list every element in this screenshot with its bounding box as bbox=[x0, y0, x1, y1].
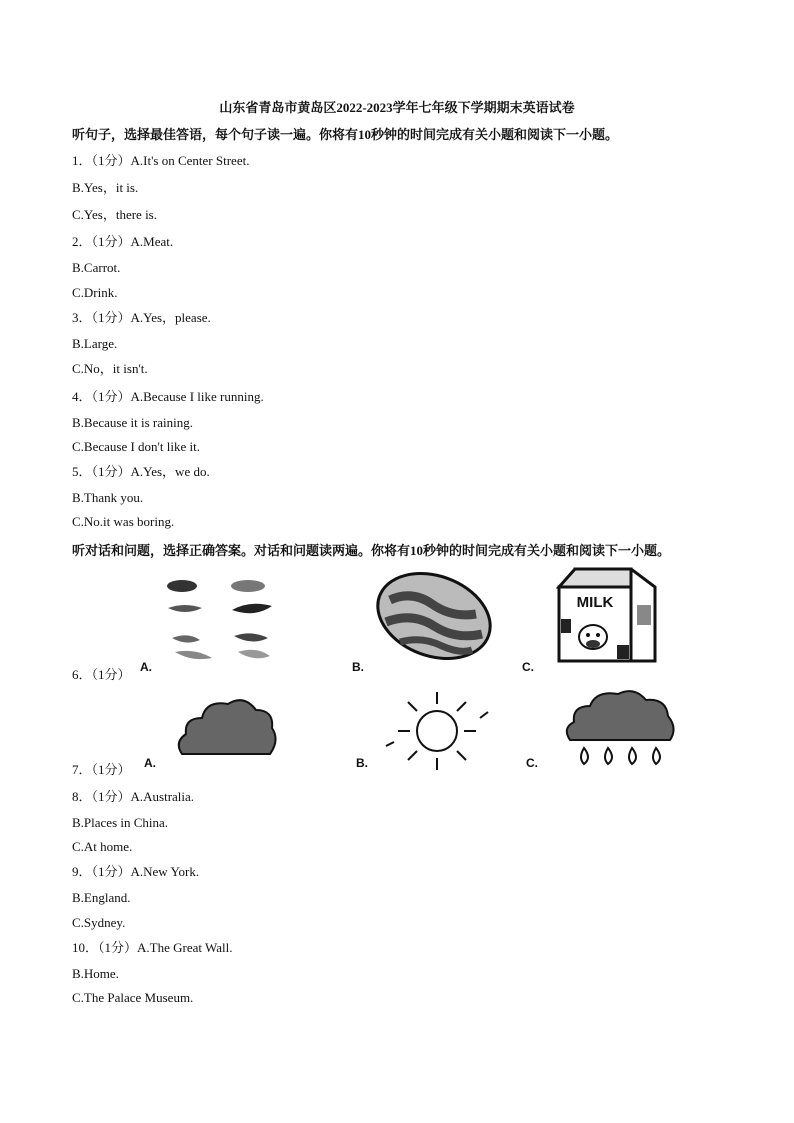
cloudy-image bbox=[172, 692, 280, 762]
section-1-instructions: 听句子，选择最佳答语，每个句子读一遍。你将有10秒钟的时间完成有关小题和阅读下一小题。 bbox=[72, 127, 619, 142]
option-5c: C.No.it was boring. bbox=[72, 514, 175, 529]
milk-carton-image bbox=[555, 565, 663, 665]
option-4c: C.Because I don't like it. bbox=[72, 439, 200, 454]
question-4: 4．（1分）A.Because I like running. bbox=[72, 389, 264, 404]
option-2c: C.Drink. bbox=[72, 285, 118, 300]
option-8c: C.At home. bbox=[72, 839, 133, 854]
question-5: 5．（1分）A.Yes，we do. bbox=[72, 464, 210, 479]
question-6: 6．（1分） bbox=[72, 667, 131, 682]
rainy-image bbox=[562, 688, 680, 768]
option-8b: B.Places in China. bbox=[72, 815, 169, 830]
option-9c: C.Sydney. bbox=[72, 915, 126, 930]
option-10b: B.Home. bbox=[72, 966, 119, 981]
question-1: 1．（1分）A.It's on Center Street. bbox=[72, 153, 250, 168]
milk-label: MILK bbox=[576, 594, 614, 611]
bread-image bbox=[372, 570, 497, 662]
option-1b: B.Yes，it is. bbox=[72, 180, 139, 195]
option-2b: B.Carrot. bbox=[72, 260, 121, 275]
question-8: 8．（1分）A.Australia. bbox=[72, 789, 195, 804]
question-2: 2．（1分）A.Meat. bbox=[72, 234, 174, 249]
question-7: 7．（1分） bbox=[72, 762, 131, 777]
option-7c-label: C. bbox=[526, 756, 538, 770]
option-6c-label: C. bbox=[522, 660, 534, 674]
option-1c: C.Yes，there is. bbox=[72, 207, 157, 222]
option-7a-label: A. bbox=[144, 756, 156, 770]
option-5b: B.Thank you. bbox=[72, 490, 144, 505]
question-10: 10．（1分）A.The Great Wall. bbox=[72, 940, 233, 955]
sunny-image bbox=[384, 688, 490, 774]
option-4b: B.Because it is raining. bbox=[72, 415, 193, 430]
question-9: 9．（1分）A.New York. bbox=[72, 864, 200, 879]
question-3: 3．（1分）A.Yes，please. bbox=[72, 310, 211, 325]
option-3b: B.Large. bbox=[72, 336, 118, 351]
option-9b: B.England. bbox=[72, 890, 131, 905]
option-3c: C.No，it isn't. bbox=[72, 361, 148, 376]
section-2-instructions: 听对话和问题，选择正确答案。对话和问题读两遍。你将有10秒钟的时间完成有关小题和阅读下一小题。 bbox=[72, 543, 671, 558]
page-title: 山东省青岛市黄岛区2022-2023学年七年级下学期期末英语试卷 bbox=[219, 100, 575, 115]
option-10c: C.The Palace Museum. bbox=[72, 990, 194, 1005]
option-6b-label: B. bbox=[352, 660, 364, 674]
option-7b-label: B. bbox=[356, 756, 368, 770]
vegetables-image bbox=[160, 576, 290, 666]
option-6a-label: A. bbox=[140, 660, 152, 674]
